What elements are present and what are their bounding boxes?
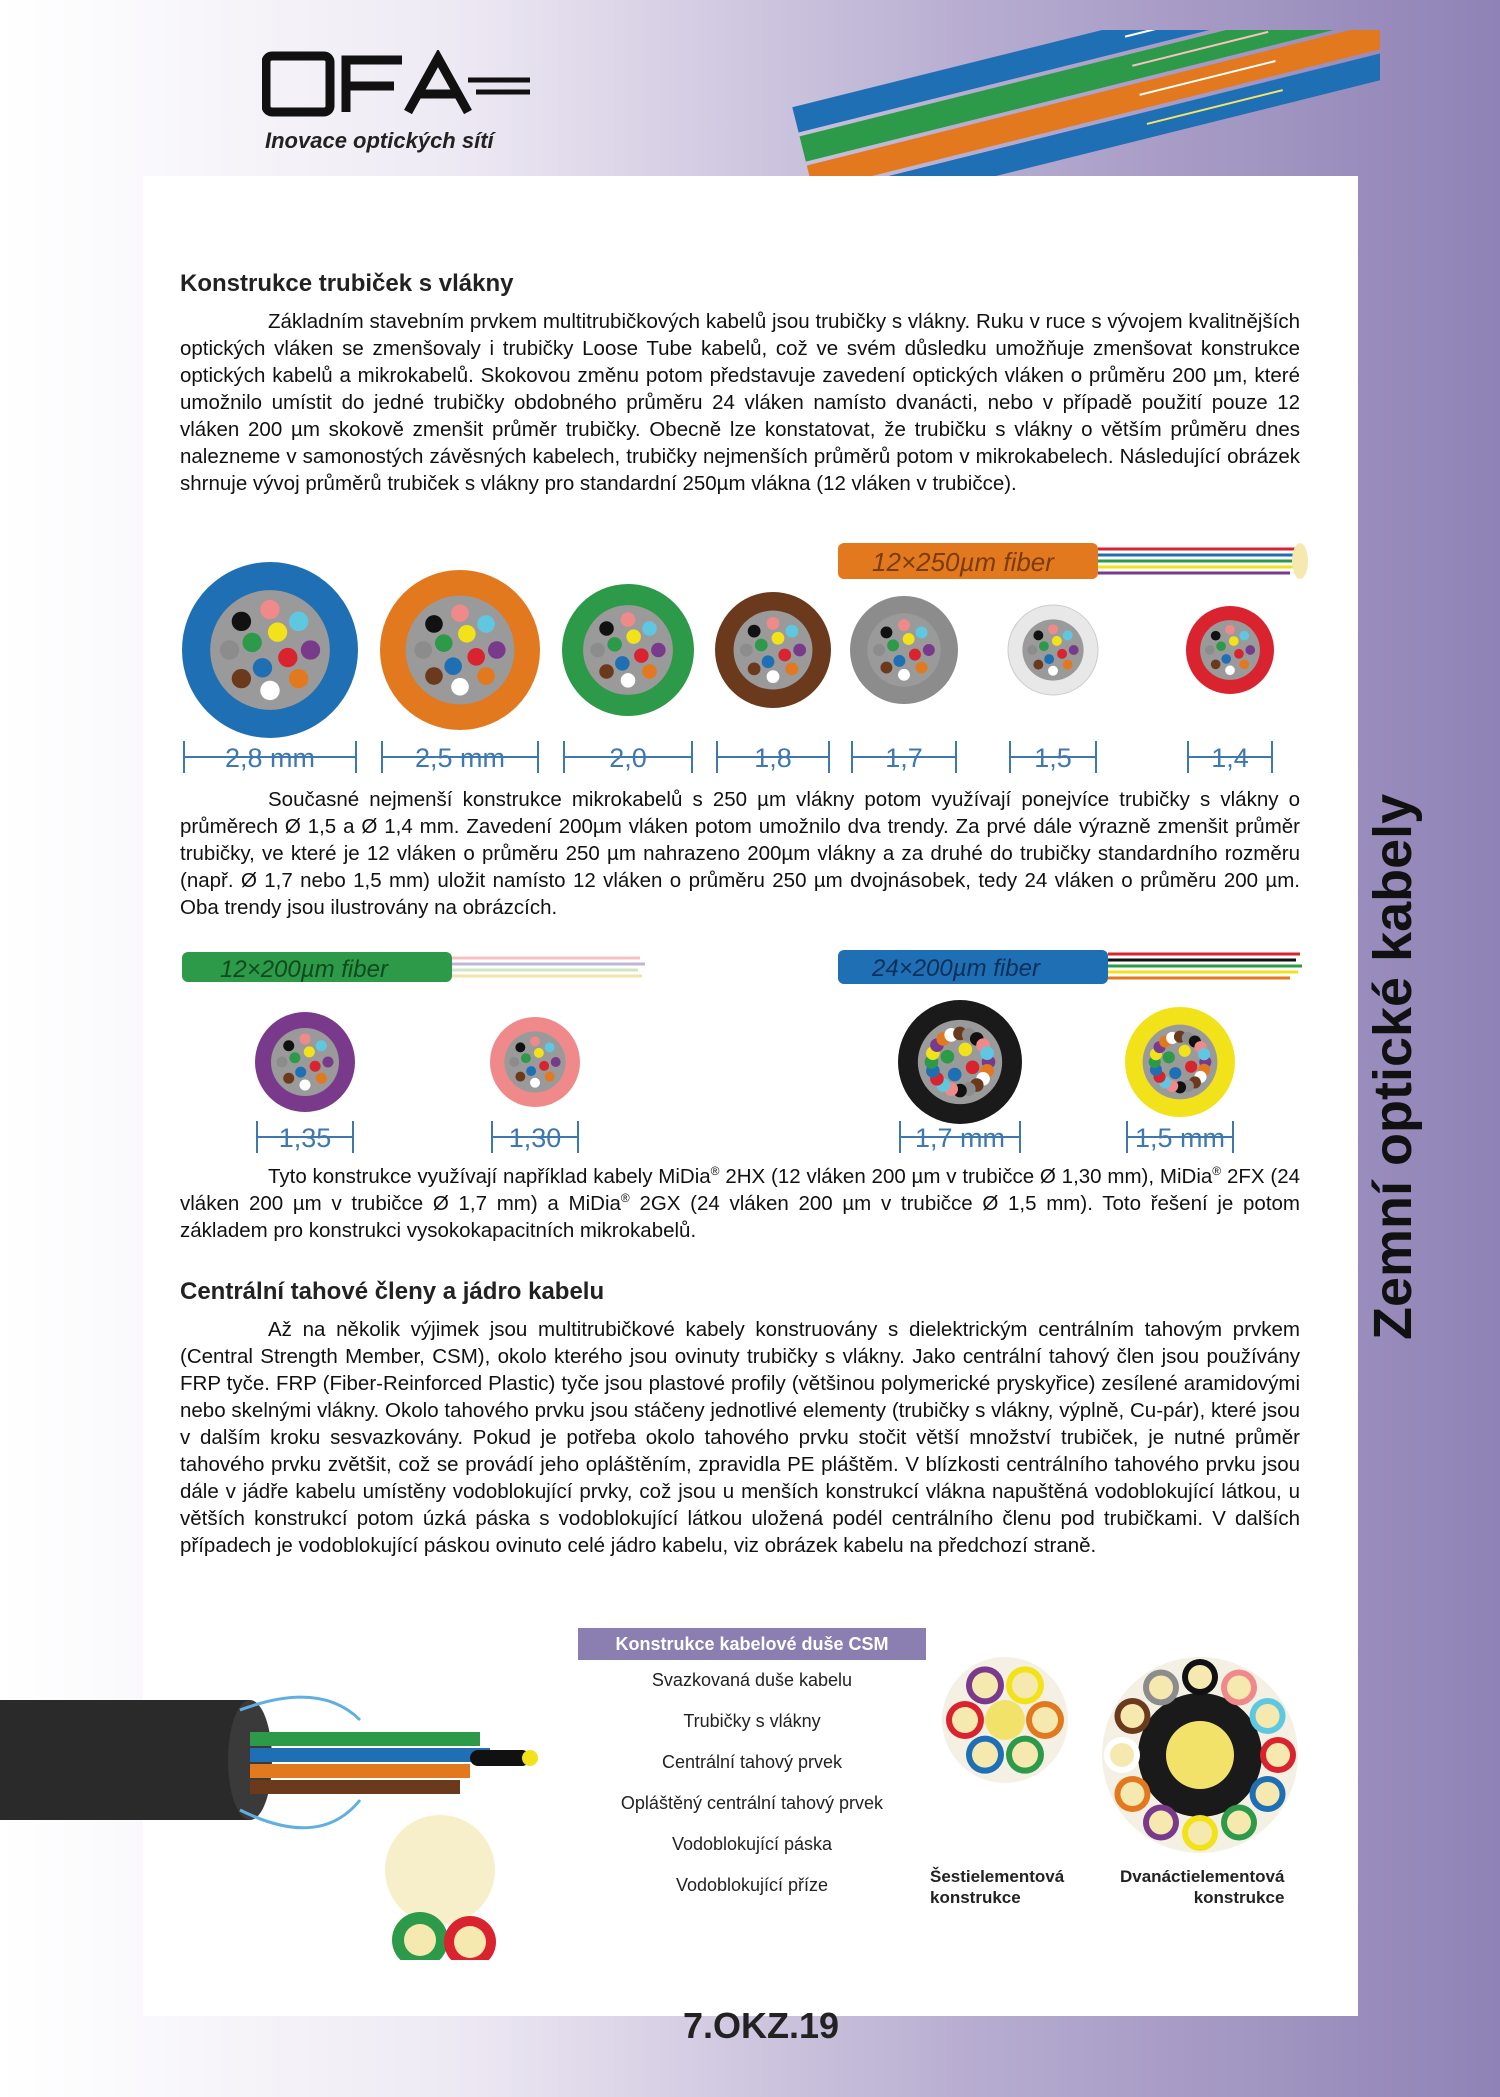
twelve-element-diagram xyxy=(1100,1655,1300,1855)
dimension-label: 1,5 mm xyxy=(1134,1123,1226,1153)
tube-3 xyxy=(715,592,831,708)
legend-item: Opláštěný centrální tahový prvek xyxy=(620,1793,884,1813)
dimension-label: 1,7 mm xyxy=(914,1123,1006,1153)
tube-size-figure-250 xyxy=(170,535,1310,780)
dimension-label: 1,4 xyxy=(1211,743,1249,773)
tube-6 xyxy=(1186,606,1274,694)
caption-line: Dvanáctielementová xyxy=(1120,1867,1285,1886)
legend-item: Centrální tahový prvek xyxy=(661,1752,843,1772)
section-title: Centrální tahové členy a jádro kabelu xyxy=(180,1278,605,1305)
dimension-label: 1,30 xyxy=(508,1123,562,1153)
tube-1 xyxy=(380,570,540,730)
tube-200-0 xyxy=(255,1012,355,1112)
legend-item: Vodoblokující příze xyxy=(675,1875,829,1895)
caption-twelve xyxy=(1120,1866,1284,1908)
dimension-label: 1,7 xyxy=(885,743,923,773)
ofa-logo xyxy=(262,50,532,120)
tube-5 xyxy=(1008,605,1098,695)
fiber-label: 12×200µm fiber xyxy=(220,956,388,983)
legend-item: Vodoblokující páska xyxy=(671,1834,833,1854)
dimension-label: 1,5 xyxy=(1034,743,1072,773)
dimension-label: 2,5 mm xyxy=(414,743,506,773)
fiber-bundle-24x200 xyxy=(838,950,1302,984)
legend-item: Trubičky s vlákny xyxy=(683,1711,821,1731)
paragraph: Základním stavebním prvkem multitrubičkových kabelů jsou trubičky s vlákny. Ruku v ruce s vývojem kvalitnějších optických vláken se zmenšovaly i trubičky Loose Tube kabelů, což ve svém důsledku umožňuje zmenšovat konstrukce optických kabelů a mikrokabelů. Skokovou změnu potom představuje zavedení optických vláken o průměru 200 µm, které umožnilo umístit do jedné trubičky obdobného průměru 24 vláken namísto dvanácti, nebo v případě použití pouze 12 vláken 200 µm skokově zmenšit průměr trubičky. Obecně lze konstatovat, že trubičku s vlákny o větším průměru dnes nalezneme v samonostých závěsných kabelech, trubičky nejmenších průměrů potom v mikrokabelech. Následující obrázek shrnuje vývoj průměrů trubiček s vlákny pro standardní 250µm vlákna (12 vláken v trubičce). xyxy=(180,310,1300,495)
fiber-label: 24×200µm fiber xyxy=(872,955,1040,982)
caption-line: Šestielementová xyxy=(930,1867,1065,1886)
caption-line: konstrukce xyxy=(930,1888,1021,1907)
caption-six xyxy=(930,1866,1064,1908)
caption-line: konstrukce xyxy=(1193,1888,1285,1907)
tube-200-1 xyxy=(490,1017,580,1107)
tube-2 xyxy=(562,584,694,716)
header-cable-graphic xyxy=(760,30,1380,180)
fiber-bundle-250 xyxy=(838,543,1308,579)
tagline: Inovace optických sítí xyxy=(265,128,494,153)
fiber-bundle-12x200 xyxy=(182,952,645,983)
page-number: 7.OKZ.19 xyxy=(683,2005,840,2046)
dimension-label: 2,8 mm xyxy=(224,743,316,773)
six-element-diagram xyxy=(940,1655,1070,1785)
section-title: Konstrukce trubiček s vlákny xyxy=(180,270,514,297)
dimension-label: 1,8 xyxy=(754,743,792,773)
legend-item: Svazkovaná duše kabelu xyxy=(651,1670,853,1690)
dimension-label: 2,0 xyxy=(609,743,647,773)
dimension-label: 1,35 xyxy=(278,1123,332,1153)
paragraph: Současné nejmenší konstrukce mikrokabelů s 250 µm vlákny potom využívají ponejvíce trubičky s vlákny o průměrech Ø 1,5 a Ø 1,4 mm. Zavedení 200µm vláken potom umožnilo dva trendy. Za prvé dále výrazně zmenšit průměr trubičky, ve které je 12 vláken o průměru 250 µm nahrazeno 200µm vlákny a za druhé do trubičky standardního rozměru (např. Ø 1,7 nebo 1,5 mm) uložit namísto 12 vláken o průměru 250 µm dvojnásobek, tedy 24 vláken o průměru 200 µm. Oba trendy jsou ilustrovány na obrázcích. xyxy=(180,788,1300,919)
fiber-label: 12×250µm fiber xyxy=(872,547,1054,577)
tube-200-3 xyxy=(1125,1007,1235,1117)
tube-size-figure-200 xyxy=(170,940,1310,1155)
paragraph: Tyto konstrukce využívají například kabely MiDia® 2HX (12 vláken 200 µm v trubičce Ø 1,30 mm), MiDia® 2FX (24 vláken 200 µm v trubičce Ø 1,7 mm) a MiDia® 2GX (24 vláken 200 µm v trubičce Ø 1,5 mm). Toto řešení je potom základem pro konstrukci vysokokapacitních mikrokabelů. xyxy=(180,1164,1300,1242)
legend-title: Konstrukce kabelové duše CSM xyxy=(578,1628,926,1660)
paragraph: Až na několik výjimek jsou multitrubičkové kabely konstruovány s dielektrickým centrálním tahovým prvkem (Central Strength Member, CSM), okolo kterého jsou ovinuty trubičky s vlákny. Jako centrální tahový člen jsou používány FRP tyče. FRP (Fiber-Reinforced Plastic) tyče jsou plastové profily (většinou polymerické pryskyřice) zesílené aramidovými nebo skelnými vlákny. Okolo tahového prvku jsou stáčeny jednotlivé elementy (trubičky s vlákny, výplně, Cu-pár), které jsou v dalším kroku sesvazkovány. Pokud je potřeba okolo tahového prvku stočit větší množství trubiček, je nutné průměr tahového prvku zvětšit, což se provádí jeho opláštěním, zpravidla PE pláštěm. V blízkosti centrálního tahového prvku jsou dále v jádře kabelu umístěny vodoblokující prvky, což jsou u menších konstrukcí vlákna napuštěná vodoblokující látkou, u větších konstrukcí potom úzká páska s vodoblokující látkou uložená podél centrálního členu pod trubičkami. V dalších případech je vodoblokující páskou ovinuto celé jádro kabelu, viz obrázek kabelu na předchozí straně. xyxy=(180,1318,1300,1557)
tube-0 xyxy=(182,562,358,738)
tube-4 xyxy=(850,596,958,704)
tube-200-2 xyxy=(898,1000,1022,1124)
side-title: Zemní optické kabely xyxy=(1363,793,1423,1340)
cable-illustration xyxy=(0,1680,560,1960)
csm-legend xyxy=(578,1628,926,1906)
